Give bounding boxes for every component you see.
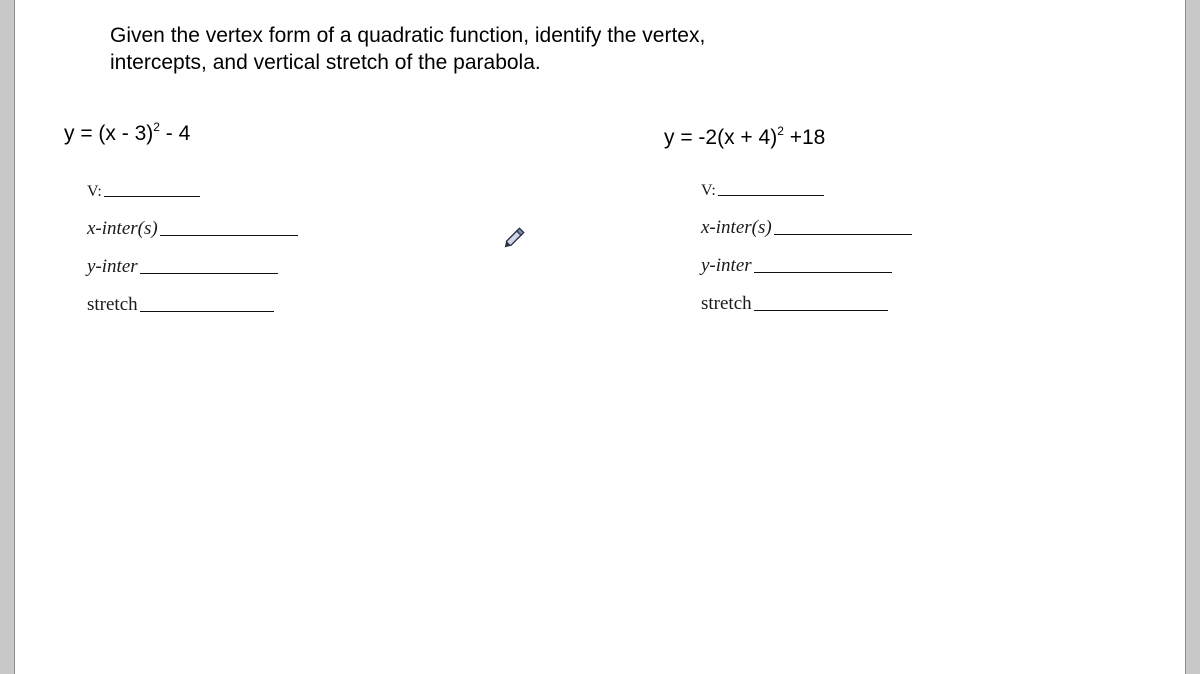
stretch-field-1: [87, 294, 274, 316]
stretch-field-2: [701, 293, 888, 315]
x-intercept-label-2: x-inter(s): [701, 217, 772, 238]
instructions-line-2: intercepts, and vertical stretch of the parabola.: [110, 51, 541, 74]
vertex-label-2: V:: [701, 182, 716, 199]
x-intercept-label-1: x-inter(s): [87, 218, 158, 239]
equation-1-main: y = (x - 3): [64, 122, 154, 145]
y-intercept-field-1: [87, 256, 278, 278]
stretch-blank-2[interactable]: [754, 309, 888, 311]
y-intercept-blank-1[interactable]: [140, 272, 278, 274]
equation-1-tail: - 4: [159, 122, 191, 145]
x-intercept-blank-1[interactable]: [160, 234, 298, 236]
stretch-blank-1[interactable]: [140, 310, 274, 312]
vertex-field-1: [87, 183, 200, 201]
equation-1-exponent: 2: [153, 120, 160, 134]
x-intercept-field-1: [87, 218, 298, 240]
equation-2-exponent: 2: [777, 124, 784, 138]
y-intercept-label-1: y-inter: [87, 256, 138, 277]
vertex-label-1: V:: [87, 183, 102, 200]
pen-icon: [502, 222, 530, 250]
equation-2-main: y = -2(x + 4): [664, 126, 778, 149]
x-intercept-blank-2[interactable]: [774, 233, 912, 235]
vertex-blank-2[interactable]: [718, 194, 824, 196]
document-page: [14, 0, 1186, 674]
y-intercept-blank-2[interactable]: [754, 271, 892, 273]
y-intercept-field-2: [701, 255, 892, 277]
equation-1: [64, 120, 190, 146]
vertex-blank-1[interactable]: [104, 195, 200, 197]
vertex-field-2: [701, 182, 824, 200]
instructions-line-1: Given the vertex form of a quadratic function, identify the vertex,: [110, 24, 706, 47]
equation-2-tail: +18: [783, 126, 826, 149]
x-intercept-field-2: [701, 217, 912, 239]
y-intercept-label-2: y-inter: [701, 255, 752, 276]
stretch-label-1: stretch: [87, 294, 138, 315]
stretch-label-2: stretch: [701, 293, 752, 314]
equation-2: [664, 124, 825, 150]
instructions-text: [110, 22, 830, 76]
